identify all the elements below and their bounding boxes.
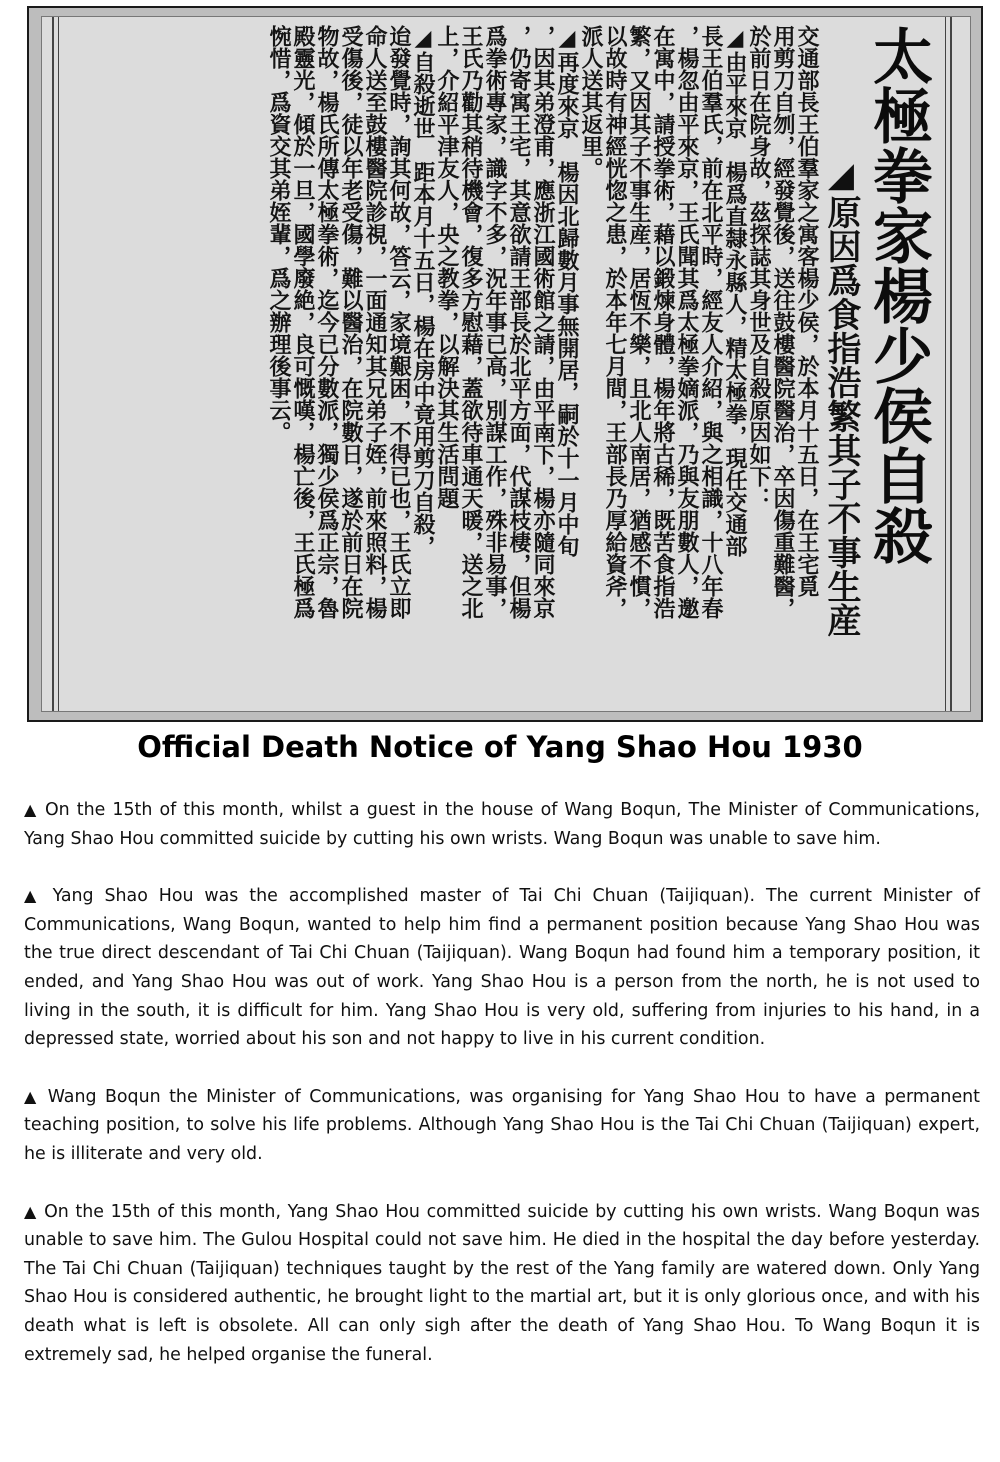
newspaper-column: 繁，又因其子不事生産，居恆不樂，且北人南居，猶感不慣， xyxy=(626,25,652,619)
newspaper-clipping-image xyxy=(27,6,983,722)
newspaper-column: 交通部長王伯羣家之寓客楊少侯，於本月十五日，在王宅覓 xyxy=(794,25,820,597)
newspaper-column: 用剪刀自刎，經發覺後，送往鼓樓醫院醫治，卒因傷重難醫， xyxy=(770,25,796,619)
newspaper-column: ◢再度來京 楊因北歸數月事無開居，嗣於十一月中旬 xyxy=(554,25,580,557)
newspaper-column: 上，介紹平津友人，央之教拳，以解決其生活問題 xyxy=(434,25,460,509)
newspaper-column: 受傷後，徒以年老受傷，難以醫治，在院數日，遂於前日在院 xyxy=(338,25,364,619)
newspaper-column: 王氏乃勸其稍待機會，復多方慰藉，蓋欲待車通天暖，送之北 xyxy=(458,25,484,619)
newspaper-column: 以故時有神經恍惚之患，於本年七月間，王部長乃厚給資斧， xyxy=(602,25,628,619)
newspaper-column: ◢由平來京 楊爲直隸永縣人，精太極拳，現任交通部 xyxy=(722,25,748,557)
triangle-bullet-icon: ▲ xyxy=(24,1086,40,1106)
translation-paragraph xyxy=(24,796,980,853)
newspaper-column: 迨發覺時，詢其何故，答云，家境艱困，不得已也，王氏立即 xyxy=(386,25,412,619)
translation-text xyxy=(24,796,980,1398)
paragraph-text: Wang Boqun the Minister of Communications, was organising for Yang Shao Hou to have a permanent teaching position, to solve his life problems. Although Yang Shao Hou is the Tai Chi Chuan (Taijiquan) expert, he is illiterate and very old. xyxy=(24,1086,980,1164)
column-rule xyxy=(950,17,952,711)
triangle-bullet-icon: ▲ xyxy=(24,800,38,819)
newspaper-headline: 太極拳家楊少侯自殺 xyxy=(863,25,933,565)
newspaper-column: ，仍寄寓王宅，其意欲請王部長於北平方面，代謀枝棲，但楊 xyxy=(506,25,532,619)
column-rule xyxy=(945,17,946,711)
translation-paragraph xyxy=(24,1198,980,1370)
newspaper-column: 命人送至鼓樓醫院診視，一面通知其兄弟子姪，前來照料，楊 xyxy=(362,25,388,619)
paragraph-text: Yang Shao Hou was the accomplished master of Tai Chi Chuan (Taijiquan). The current Minister of Communications, Wang Boqun, wanted to help him find a permanent position because Yang Shao Hou was the true direct descendant of Tai Chi Chuan (Taijiquan). Wang Boqun had found him a temporary position, it ended, and Yang Shao Hou was out of work. Yang Shao Hou is a person from the north, he is not used to living in the south, it is difficult for him. Yang Shao Hou is very old, suffering from injuries to his hand, in a depressed state, worried about his son and not happy to live in his current condition. xyxy=(24,886,980,1050)
newspaper-column: 殿靈光，傾於一旦，國學廢絶，良可慨嘆，楊亡後，王氏極爲 xyxy=(290,25,316,619)
paragraph-text: On the 15th of this month, Yang Shao Hou committed suicide by cutting his own wrists. Wang Boqun was unable to save him. The Gulou Hospital could not save him. He died in the hospital the day before yesterday. The Tai Chi Chuan (Taijiquan) techniques taught by the rest of the Yang family are watered down. Only Yang Shao Hou is considered authentic, he brought light to the martial art, but it is only glorious once, and with his death what is left is obsolete. All can only sigh after the death of Yang Shao Hou. To Wang Boqun it is extremely sad, he helped organise the funeral. xyxy=(24,1201,980,1365)
newspaper-column: 長王伯羣氏，前在北平時，經友人介紹，與之相識，十八年春 xyxy=(698,25,724,619)
page-title: Official Death Notice of Yang Shao Hou 1930 xyxy=(137,730,863,764)
paragraph-text: On the 15th of this month, whilst a guest in the house of Wang Boqun, The Minister of Communications, Yang Shao Hou committed suicide by cutting his own wrists. Wang Boqun was unable to save him. xyxy=(24,800,981,849)
triangle-bullet-icon: ▲ xyxy=(24,886,42,906)
newspaper-column: ◢自殺逝世 距本月十五日，楊在房中竟用剪刀自殺， xyxy=(410,25,436,557)
translation-paragraph xyxy=(24,1083,980,1169)
newspaper-column: 物故，楊氏所傳太極拳術，迄今已分數派，獨少侯爲正宗，魯 xyxy=(314,25,340,619)
column-rule xyxy=(58,17,59,711)
newspaper-column: ，因其弟澄甫，應浙江國術館之請，由平南下，楊亦隨同來京 xyxy=(530,25,556,619)
newspaper-column: 派人送其返里。 xyxy=(578,25,604,179)
triangle-bullet-icon: ▲ xyxy=(24,1201,38,1221)
newspaper-column: ，楊忽由平來京，王氏聞其爲太極拳嫡派，乃與友朋數人，邀 xyxy=(674,25,700,619)
newspaper-column: 於前日在院身故，茲探誌其身世及自殺原因如下： xyxy=(746,25,772,509)
newspaper-columns xyxy=(76,25,933,703)
newspaper-subheadline: ◢原因爲食指浩繁其子不事生産 xyxy=(821,155,861,637)
newspaper-page xyxy=(41,16,971,712)
translation-paragraph xyxy=(24,882,980,1054)
newspaper-column: 在寓中，請授拳術，藉以鍛煉身體，楊年將古稀，既苦食指浩 xyxy=(650,25,676,619)
newspaper-column: 惋惜，爲資交其弟姪輩，爲之辦理後事云。 xyxy=(266,25,292,443)
newspaper-column: 爲拳術專家，識字不多，況年事已高，別謀工作，殊非易事， xyxy=(482,25,508,619)
column-rule xyxy=(52,17,54,711)
